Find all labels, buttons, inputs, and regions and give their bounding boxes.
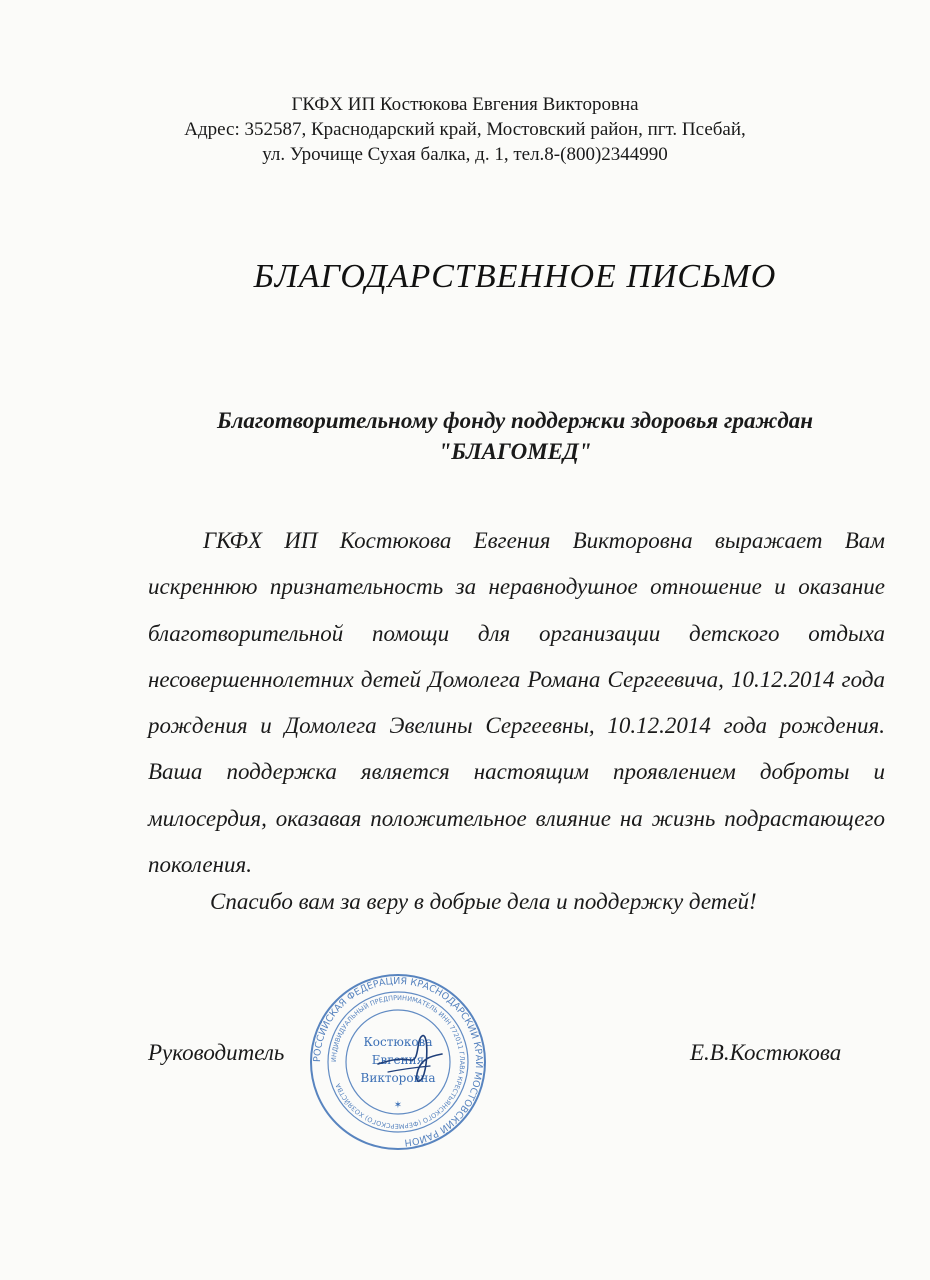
seal-inner-ring-text: ИНДИВИДУАЛЬНЫЙ ПРЕДПРИНИМАТЕЛЬ ИНН 772011 ГЛАВА КРЕСТЬЯНСКОГО (ФЕРМЕРСКОГО) ХОЗЯЙСТВА — [329, 993, 467, 1131]
document-title: БЛАГОДАРСТВЕННОЕ ПИСЬМО — [253, 258, 777, 295]
seal-center-line-2: Евгения — [371, 1053, 425, 1067]
handwritten-signature — [370, 1030, 450, 1090]
recipient-line-2: "БЛАГОМЕД" — [438, 439, 592, 464]
thanks-line: Спасибо вам за веру в добрые дела и поддержку детей! — [210, 889, 757, 914]
seal-center-line-3: Викторовна — [360, 1071, 436, 1085]
body-paragraph: ГКФХ ИП Костюкова Евгения Викторовна выражает Вам искреннюю признательность за неравнодушное отношение и оказание благотворительной помощи для организации детского отдыха несовершеннолетних детей Домолега Романа Сергеевича, 10.12.2014 года рождения и Домолега Эвелины Сергеевны, 10.12.2014 года рождения. Ваша поддержка является настоящим проявлением доброты и милосердия, оказавая положительное влияние на жизнь подрастающего поколения. — [148, 528, 885, 878]
letter-body — [148, 518, 885, 888]
seal-center-line-1: Костюкова — [363, 1035, 433, 1049]
signatory-name: Е.В.Костюкова — [690, 1040, 842, 1065]
letterhead — [0, 92, 930, 167]
recipient — [0, 405, 930, 467]
seal-ring-text: РОССИЙСКАЯ ФЕДЕРАЦИЯ КРАСНОДАРСКИЙ КРАЙ МОСТОВСКИЙ РАЙОН — [311, 975, 485, 1148]
letterhead-address: Адрес: 352587, Краснодарский край, Мостовский район, пгт. Псебай, — [184, 119, 746, 140]
letterhead-street-phone: ул. Урочище Сухая балка, д. 1, тел.8-(800)2344990 — [262, 144, 668, 165]
signatory-role: Руководитель — [148, 1040, 285, 1065]
svg-text:✶: ✶ — [393, 1100, 403, 1111]
recipient-line-1: Благотворительному фонду поддержки здоровья граждан — [216, 408, 814, 433]
letterhead-org: ГКФХ ИП Костюкова Евгения Викторовна — [291, 94, 639, 115]
